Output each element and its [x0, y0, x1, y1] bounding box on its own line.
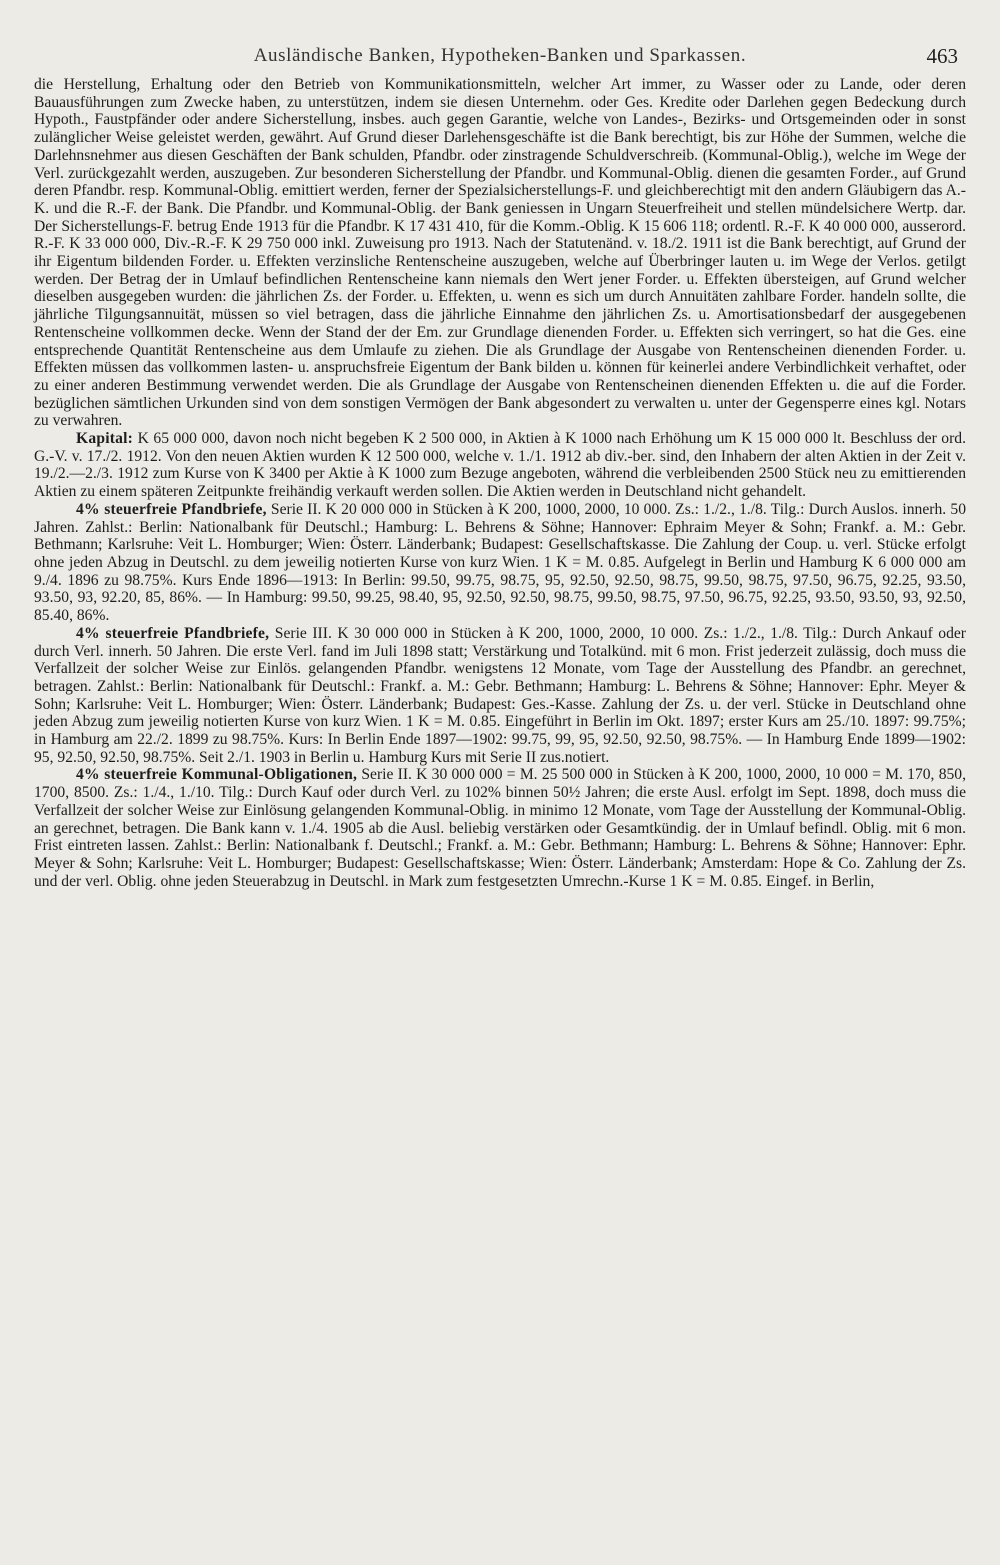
- paragraph-pfandbriefe-serie-3: [34, 625, 966, 767]
- running-title: Ausländische Banken, Hypotheken-Banken und Sparkassen.: [253, 45, 747, 66]
- paragraph-text: Serie II. K 30 000 000 = M. 25 500 000 in Stücken à K 200, 1000, 2000, 10 000 = M. 170, 850, 1700, 8500. Zs.: 1./4., 1./10. Tilg.: Durch Kauf oder durch Verl. zu 102% binnen 50½ Jahren; die erste Ausl. erfolgt im Sept. 1898, doch muss die Verfallzeit der solcher Weise zur Einlösung gelangenden Kommunal-Oblig. in minimo 12 Monate, vom Tage der Ausstellung der Kommunal-Oblig. an gerechnet, betragen. Die Bank kann v. 1./4. 1905 ab die Ausl. beliebig verstärken oder Gesamtkündig. der in Umlauf befindl. Oblig. mit 6 mon. Frist eintreten lassen. Zahlst.: Berlin: Nationalbank f. Deutschl.; Frankf. a. M.: Gebr. Bethmann; Hamburg: L. Behrens & Söhne; Hannover: Ephr. Meyer & Sohn; Karlsruhe: Veit L. Homburger; Budapest: Gesellschaftskasse; Wien: Österr. Länderbank; Amsterdam: Hope & Co. Zahlung der Zs. und der verl. Oblig. ohne jeden Steuerabzug in Deutschl. in Mark zum festgesetzten Umrechn.-Kurse 1 K = M. 0.85. Eingef. in Berlin,: [34, 766, 966, 890]
- paragraph-text: Serie III. K 30 000 000 in Stücken à K 200, 1000, 2000, 10 000. Zs.: 1./2., 1./8. Tilg.: Durch Ankauf oder durch Verl. innerh. 50 Jahren. Die erste Verl. fand im Juli 1898 statt; Verstärkung und Totalkünd. mit 6 mon. Frist jederzeit zulässig, doch muss die Verfallzeit der solcher Weise zur Einlös. gelangenden Pfandbr. wenigstens 12 Monate, vom Tage der Ausstellung des Pfandbr. an gerechnet, betragen. Zahlst.: Berlin: Nationalbank für Deutschl.: Frankf. a. M.: Gebr. Bethmann; Hamburg: L. Behrens & Söhne; Hannover: Ephr. Meyer & Sohn; Karlsruhe: Veit L. Homburger; Wien: Österr. Länderbank; Budapest: Ges.-Kasse. Zahlung der Zs. u. der verl. Stücke in Deutschland ohne jeden Abzug zum jeweilig notierten Kurse von kurz Wien. 1 K = M. 0.85. Eingeführt in Berlin im Okt. 1897; erster Kurs am 25./10. 1897: 99.75%; in Hamburg am 22./2. 1899 zu 98.75%. Kurs: In Berlin Ende 1897—1902: 99.75, 99, 95, 92.50, 92.50, 98.75%. — In Hamburg Ende 1899—1902: 95, 92.50, 92.50, 98.75%. Seit 2./1. 1903 in Berlin u. Hamburg Kurs mit Serie II zus.notiert.: [34, 624, 966, 766]
- paragraph-text: Serie II. K 20 000 000 in Stücken à K 200, 1000, 2000, 10 000. Zs.: 1./2., 1./8. Tilg.: Durch Auslos. innerh. 50 Jahren. Zahlst.: Berlin: Nationalbank für Deutschl.; Hamburg: L. Behrens & Söhne; Hannover: Ephraim Meyer & Sohn; Frankf. a. M.: Gebr. Bethmann; Karlsruhe: Veit L. Homburger; Wien: Österr. Länderbank; Budapest: Gesellschaftskasse. Die Zahlung der Coup. u. verl. Stücke erfolgt ohne jeden Abzug in Deutschl. zu dem jeweilig notierten Kurse von kurz Wien. 1 K = M. 0.85. Aufgelegt in Berlin und Hamburg K 6 000 000 am 9./4. 1896 zu 98.75%. Kurs Ende 1896—1913: In Berlin: 99.50, 99.75, 98.75, 95, 92.50, 92.50, 98.75, 99.50, 98.75, 97.50, 96.75, 92.25, 93.50, 93.50, 93, 92.20, 85, 86%. — In Hamburg: 99.50, 99.25, 98.40, 95, 92.50, 92.50, 98.75, 99.50, 98.75, 97.50, 96.75, 92.25, 93.50, 93.50, 93, 92.50, 85.40, 86%.: [34, 500, 966, 625]
- paragraph-heading: 4% steuerfreie Pfandbriefe,: [76, 500, 267, 518]
- paragraph-kommunal-obligationen: [34, 766, 966, 890]
- paragraph-pfandbriefe-serie-2: [34, 501, 966, 625]
- paragraph-heading: 4% steuerfreie Pfandbriefe,: [76, 624, 270, 642]
- paragraph-text: die Herstellung, Erhaltung oder den Betrieb von Kommunikationsmitteln, welcher Art immer, zu Wasser oder zu Lande, oder deren Bauausführungen zum Zwecke haben, zu unterstützen, indem sie diesen Unternehm. oder Ges. Kredite oder Darlehen gegen Bedeckung durch Hypoth., Faustpfänder oder andere Sicherstellung, insbes. auch gegen Garantie, welche von Landes-, Bezirks- und Ortsgemeinden oder in sonst zulänglicher Weise geleistet werden, gewährt. Auf Grund dieser Darlehensgeschäfte ist die Bank berechtigt, bis zur Höhe der Summen, welche die Darlehnsnehmer aus diesen Geschäften der Bank schulden, Pfandbr. oder zinstragende Schuldverschreib. (Kommunal-Oblig.), welche im Wege der Verl. zurückgezahlt werden, auszugeben. Zur besonderen Sicherstellung der Pfandbr. und Kommunal-Oblig. dienen die gesamten Forder., auf Grund deren Pfandbr. resp. Kommunal-Oblig. emittiert werden, ferner der Spezialsicherstellungs-F. und gleichberechtigt mit den andern Gläubigern das A.-K. und die R.-F. der Bank. Die Pfandbr. und Kommunal-Oblig. der Bank geniessen in Ungarn Steuerfreiheit und stellen mündelsichere Wertp. dar. Der Sicherstellungs-F. betrug Ende 1913 für die Pfandbr. K 17 431 410, für die Komm.-Oblig. K 15 606 118; ordentl. R.-F. K 40 000 000, ausserord. R.-F. K 33 000 000, Div.-R.-F. K 29 750 000 inkl. Zuweisung pro 1913. Nach der Statutenänd. v. 18./2. 1911 ist die Bank berechtigt, auf Grund der ihr Eigentum bildenden Forder. u. Effekten verzinsliche Rentenscheine auszugeben, welche auf Überbringer lauten u. im Wege der Verlos. getilgt werden. Der Betrag der in Umlauf befindlichen Rentenscheine kann niemals den Wert jener Forder. u. Effekten übersteigen, auf Grund welcher dieselben ausgegeben wurden: die jährlichen Zs. der Forder. u. Effekten, u. wenn es sich um durch Annuitäten zahlbare Forder. handeln sollte, die jährliche Tilgungsannuität, müssen so viel betragen, dass die jährliche Einnahme den jährlichen Zs. u. Amortisationsbedarf der ausgegebenen Rentenscheine vollkommen decke. Wenn der Stand der der Em. zur Grundlage dienenden Forder. u. Effekten sich verringert, so hat die Ges. eine entsprechende Quantität Rentenscheine aus dem Umlaufe zu ziehen. Die als Grundlage der Ausgabe von Rentenscheinen dienenden Forder. u. Effekten müssen das vollkommen lasten- u. anspruchsfreie Eigentum der Bank bilden u. können für keinerlei andere Verbindlichkeit verhaftet, oder zu einer anderen Bestimmung verwendet werden. Die als Grundlage der Ausgabe von Rentenscheinen dienenden Effekten u. die auf die Forder. bezüglichen sämtlichen Urkunden sind von dem sonstigen Vermögen der Bank abgesondert zu verwalten u. unter der Gegensperre eines kgl. Notars zu verwahren.: [34, 76, 966, 430]
- paragraph-text: K 65 000 000, davon noch nicht begeben K 2 500 000, in Aktien à K 1000 nach Erhöhung um K 15 000 000 lt. Beschluss der ord. G.-V. v. 17./2. 1912. Von den neuen Aktien wurden K 12 500 000, welche v. 1./1. 1912 ab div.-ber. sind, den Inhabern der alten Aktien in der Zeit v. 19./2.—2./3. 1912 zum Kurse von K 3400 per Aktie à K 1000 zum Bezuge angeboten, während die verbleibenden 2500 Stück neu zu emittierenden Aktien zu einem späteren Zeitpunkte freihändig verkauft werden sollen. Die Aktien werden in Deutschland nicht gehandelt.: [34, 430, 966, 501]
- page-number: 463: [926, 44, 958, 68]
- paragraph-intro: [34, 76, 966, 430]
- paragraph-heading: Kapital:: [76, 430, 134, 448]
- paragraph-heading: 4% steuerfreie Kommunal-Obligationen,: [76, 766, 358, 784]
- running-header: [34, 0, 966, 76]
- paragraph-kapital: [34, 430, 966, 501]
- body-text: [34, 76, 966, 890]
